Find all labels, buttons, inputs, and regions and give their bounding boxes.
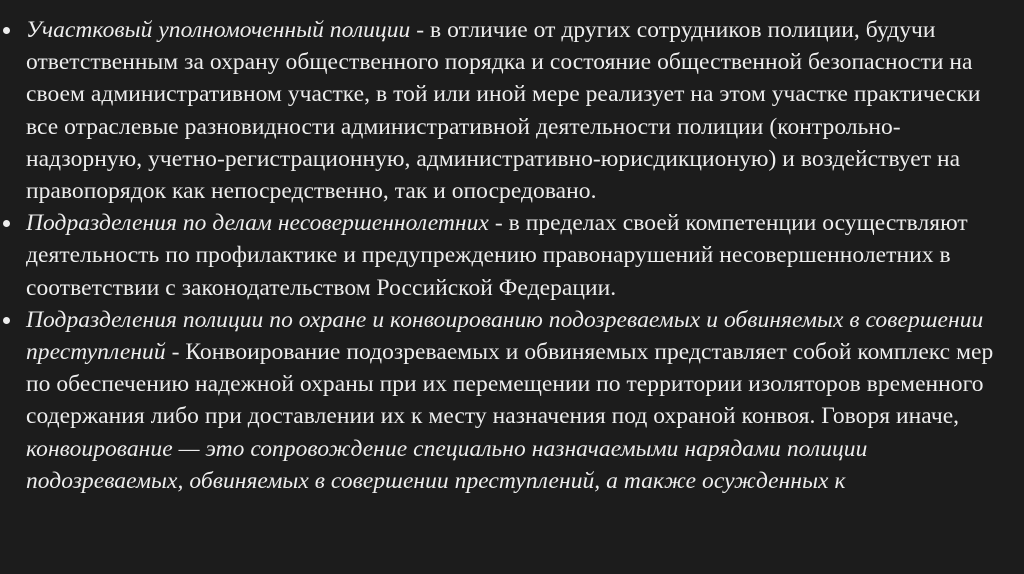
bullet-list bbox=[0, 14, 1024, 497]
description-convoy-units: - Конвоирование подозреваемых и обвиняемых представляет собой комплекс мер по обеспечению надежной охраны при их перемещении по территории изоляторов временного содержания либо при доставлении их к месту назначения под охраной конвоя. Говоря иначе, bbox=[26, 339, 994, 430]
description-district-officer: - в отличие от других сотрудников полиции, будучи ответственным за охрану общественного порядка и состояние общественной безопасности на своем административном участке, в той или иной мере реализует на этом участке практически все отраслевые разновидности административной деятельности полиции (контрольно-надзорную, учетно-регистрационную, административно-юрисдикционую) и воздействует на правопорядок как непосредственно, так и опосредовано. bbox=[26, 17, 981, 205]
bullet-dot-icon bbox=[3, 27, 10, 34]
term-convoy-units: Подразделения полиции по охране и конвоированию подозреваемых и обвиняемых в совершении преступлений bbox=[26, 306, 984, 366]
term-juvenile-units: Подразделения по делам несовершеннолетних bbox=[26, 210, 489, 237]
bullet-dot-icon bbox=[3, 220, 10, 227]
bullet-item-district-officer bbox=[0, 14, 1024, 207]
bullet-dot-icon bbox=[3, 317, 10, 324]
bullet-item-convoy-units bbox=[0, 304, 1024, 497]
bullet-item-juvenile-units bbox=[0, 207, 1024, 304]
description-juvenile-units: - в пределах своей компетенции осуществляют деятельность по профилактике и предупреждению правонарушений несовершеннолетних в соответствии с законодательством Российской Федерации. bbox=[26, 210, 968, 301]
definition-convoy: конвоирование — это сопровождение специально назначаемыми нарядами полиции подозреваемых, обвиняемых в совершении преступлений, а также осужденных к bbox=[26, 435, 868, 494]
term-district-officer: Участковый уполномоченный полиции bbox=[26, 17, 411, 43]
